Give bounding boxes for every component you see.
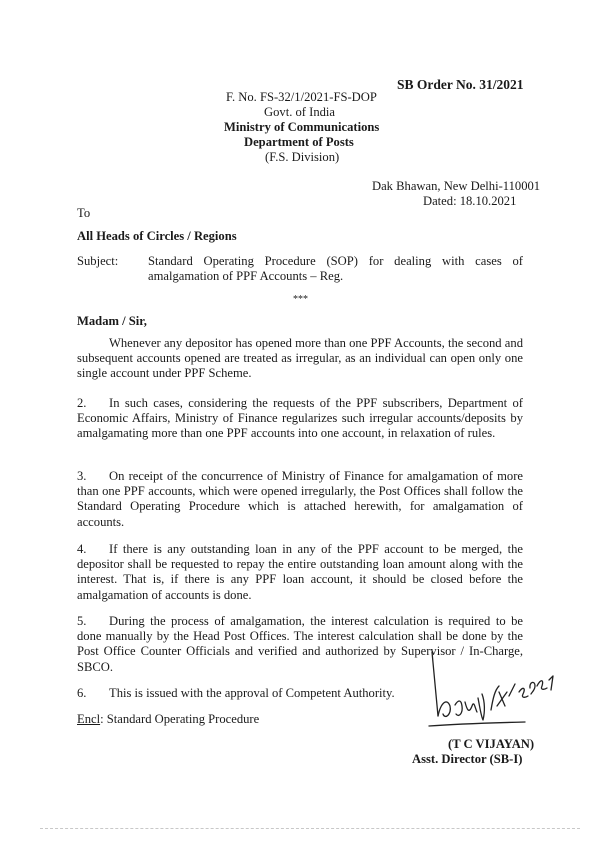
separator: *** — [293, 294, 308, 305]
ministry-name: Ministry of Communications — [224, 120, 380, 134]
paragraph-1 — [77, 336, 523, 382]
signature-image — [425, 650, 575, 735]
subject-label: Subject: — [77, 254, 119, 268]
enclosure-text: : Standard Operating Procedure — [100, 712, 260, 726]
paragraph-6 — [77, 686, 437, 701]
signatory-name: (T C VIJAYAN) — [448, 737, 535, 751]
dated: Dated: 18.10.2021 — [423, 194, 517, 208]
enclosure — [77, 712, 259, 727]
paragraph-text: If there is any outstanding loan in any of the PPF account to be merged, the depositor shall be requested to repay the entire outstanding loan amount along with the interest. That is, if there is any PPF loan account, it should be closed before the amalgamation of accounts is done. — [77, 542, 523, 602]
subject-line-2: amalgamation of PPF Accounts – Reg. — [148, 269, 344, 283]
signatory-designation: Asst. Director (SB-I) — [412, 752, 523, 766]
page-footer-line — [40, 828, 580, 829]
address: Dak Bhawan, New Delhi-110001 — [372, 179, 541, 193]
paragraph-4 — [77, 542, 523, 603]
paragraph-text: During the process of amalgamation, the interest calculation is required to be done manually by the Head Post Offices. The interest calculation shall be done by the Post Office Counter Officials and verified and authorized by Supervisor / In-Charge, SBCO. — [77, 614, 523, 674]
enclosure-label: Encl — [77, 712, 101, 726]
paragraph-number: 5. — [77, 614, 87, 628]
paragraph-2 — [77, 396, 523, 442]
recipient: All Heads of Circles / Regions — [77, 229, 237, 243]
govt-of-india: Govt. of India — [264, 105, 335, 119]
paragraph-3 — [77, 469, 523, 530]
paragraph-number: 2. — [77, 396, 87, 410]
salutation: Madam / Sir, — [77, 314, 147, 328]
paragraph-number: 3. — [77, 469, 87, 483]
paragraph-text: In such cases, considering the requests of the PPF subscribers, Department of Economic Affairs, Ministry of Finance regularizes such irregular accounts/deposits by amalgamating more than one PPF accounts into one account, in relaxation of rules. — [77, 396, 523, 441]
order-number: SB Order No. 31/2021 — [397, 77, 524, 92]
to-label: To — [77, 206, 91, 220]
department-name: Department of Posts — [244, 135, 354, 149]
paragraph-text: On receipt of the concurrence of Ministry of Finance for amalgamation of more than one PPF accounts, which were opened irregularly, the Post Offices shall follow the Standard Operating Procedure which is attached herewith, for amalgamation of accounts. — [77, 469, 523, 529]
paragraph-number: 6. — [77, 686, 87, 700]
paragraph-text: This is issued with the approval of Competent Authority. — [109, 686, 395, 700]
division-name: (F.S. Division) — [265, 150, 340, 164]
subject-line-1: Standard Operating Procedure (SOP) for dealing with cases of — [148, 254, 523, 268]
paragraph-number: 4. — [77, 542, 87, 556]
file-number: F. No. FS-32/1/2021-FS-DOP — [226, 90, 377, 104]
paragraph-text: Whenever any depositor has opened more than one PPF Accounts, the second and subsequent accounts opened are treated as irregular, as an individual can open only one single account under PPF Scheme. — [77, 336, 523, 381]
